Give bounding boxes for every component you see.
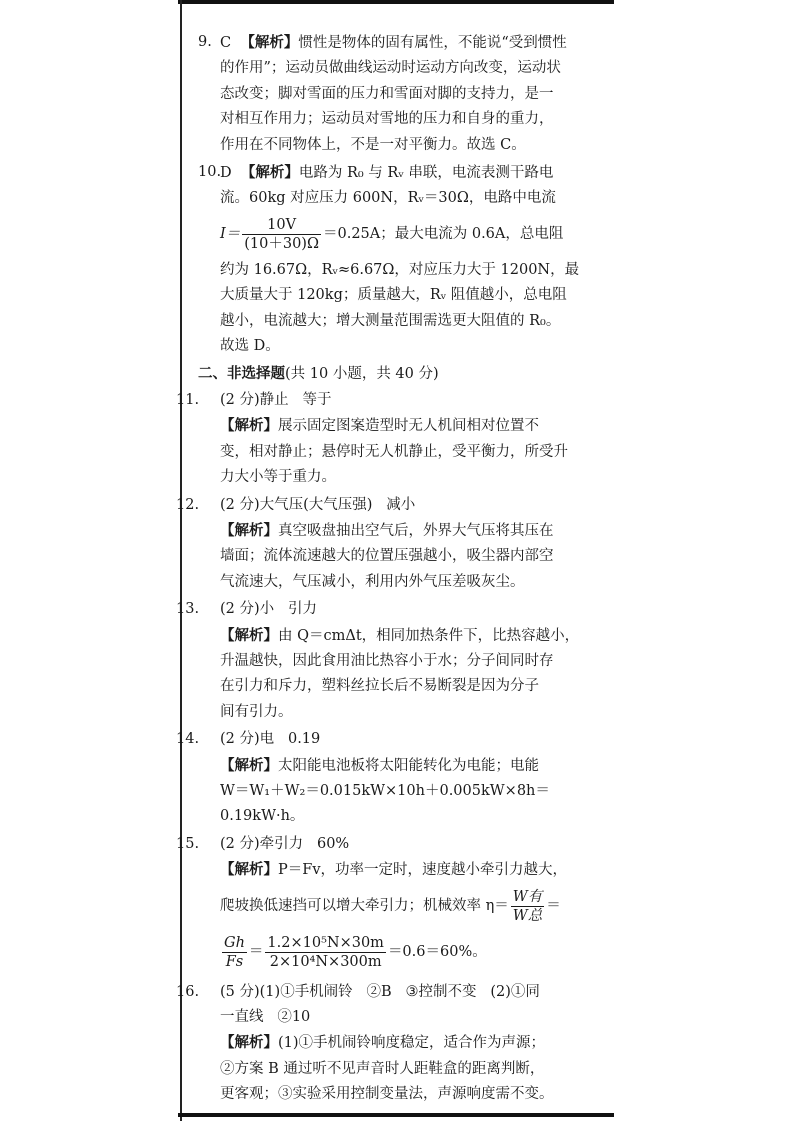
top-border [178, 0, 614, 4]
fraction-numerator: 1.2×10⁵N×30m [267, 935, 384, 952]
answer: C [220, 35, 232, 51]
answer: (2 分)电 0.19 [220, 731, 321, 748]
analysis-line: 惯性是物体的固有属性，不能说“受到惯性 [298, 35, 567, 51]
section-subtitle: (共 10 小题，共 40 分) [285, 366, 439, 383]
analysis-line: 故选 D。 [220, 338, 280, 355]
analysis-line: (1)①手机闹铃响度稳定，适合作为声源； [278, 1035, 546, 1052]
question-number: 14. [176, 731, 200, 748]
analysis-line: 变，相对静止；悬停时无人机静止，受平衡力，所受升 [220, 443, 568, 460]
question-12 [176, 493, 583, 596]
fraction-denominator: (10＋30)Ω [244, 236, 319, 253]
analysis-line: 对相互作用力；运动员对雪地的压力和自身的重力， [220, 111, 554, 128]
fraction-numerator: W有 [512, 889, 543, 906]
equation-result: ＝0.6＝60%。 [387, 943, 487, 960]
left-margin-rule [180, 0, 182, 1121]
equation-lhs: I＝ [220, 226, 241, 243]
analysis-line: 越小，电流越大；增大测量范围需选更大阻值的 R₀。 [220, 312, 561, 329]
analysis-tag: 【解析】 [220, 1034, 278, 1052]
fraction [222, 934, 247, 971]
analysis-line: 间有引力。 [220, 703, 293, 720]
analysis-tag: 【解析】 [220, 861, 278, 879]
question-number: 9. [198, 34, 212, 50]
analysis-tag: 【解析】 [220, 521, 278, 539]
answer: (2 分)大气压(大气压强) 减小 [220, 496, 416, 513]
analysis-line: 电路为 R₀ 与 Rᵥ 串联，电流表测干路电 [298, 165, 554, 182]
question-number: 16. [176, 983, 200, 1000]
answer: 一直线 ②10 [220, 1009, 311, 1025]
analysis-line: 力大小等于重力。 [220, 469, 336, 486]
analysis-line: 大质量大于 120kg；质量越大，Rᵥ 阻值越小，总电阻 [220, 287, 567, 304]
analysis-line: 在引力和斥力，塑料丝拉长后不易断裂是因为分子 [220, 678, 539, 695]
analysis-line: 真空吸盘抽出空气后，外界大气压将其压在 [278, 522, 554, 539]
analysis-tag: 【解析】 [220, 626, 278, 644]
analysis-line: 爬坡换低速挡可以增大牵引力；机械效率 η＝ [220, 897, 509, 914]
answer: (2 分)小 引力 [220, 601, 317, 618]
analysis-tag: 【解析】 [240, 164, 299, 182]
question-16 [176, 980, 583, 1108]
equation-rhs: ＝0.25A；最大电流为 0.6A，总电阻 [322, 226, 564, 243]
analysis-tag: 【解析】 [240, 34, 299, 51]
analysis-line: 的作用”；运动员做曲线运动时运动方向改变，运动状 [220, 60, 561, 77]
question-13 [176, 597, 583, 725]
section-heading [198, 361, 583, 387]
answer: (5 分)(1)①手机闹铃 ②B ③控制不变 (2)①同 [220, 983, 540, 1000]
analysis-line: 升温越快，因此食用油比热容小于水；分子间同时存 [220, 652, 554, 669]
analysis-line: 气流速大，气压减小，利用内外气压差吸灰尘。 [220, 573, 525, 590]
question-10 [198, 160, 583, 359]
analysis-line: 展示固定图案造型时无人机间相对位置不 [278, 418, 539, 435]
answer: (2 分)牵引力 60% [220, 835, 350, 852]
answer: (2 分)静止 等于 [220, 391, 332, 408]
analysis-tag: 【解析】 [220, 417, 278, 435]
analysis-line: 更客观；③实验采用控制变量法，声源响度需不变。 [220, 1086, 554, 1103]
fraction-denominator: W总 [512, 908, 543, 925]
fraction-numerator: Gh [224, 935, 245, 952]
question-9 [198, 30, 583, 158]
analysis-line: 流。60kg 对应压力 600N，Rᵥ＝30Ω，电路中电流 [220, 190, 556, 207]
question-number: 15. [176, 835, 200, 852]
answer: D [220, 165, 232, 182]
analysis-line: 态改变；脚对雪面的压力和雪面对脚的支持力，是一 [220, 85, 554, 102]
analysis-line: 0.19kW·h。 [220, 808, 305, 825]
answer-content [176, 30, 583, 1108]
section-title: 二、非选择题 [198, 365, 285, 383]
efficiency-line [220, 884, 583, 930]
question-number: 12. [176, 496, 200, 513]
analysis-line: 由 Q＝cmΔt，相同加热条件下，比热容越小， [278, 627, 580, 644]
bottom-border [178, 1113, 614, 1117]
equals-sign: ＝ [546, 897, 561, 914]
efficiency-equation: $\frac{Gh}{Fs}$ ＝ $\frac{\text{1.2×10⁵N×30m}}{\text{2×10⁴N×300m}}$ ＝0.6＝60%。 [224, 935, 487, 971]
question-number: 13. [176, 601, 200, 618]
fraction-denominator: Fs [225, 954, 244, 971]
question-number: 10. [198, 164, 222, 181]
analysis-line: ②方案 B 通过听不见声音时人距鞋盒的距离判断， [220, 1060, 545, 1077]
analysis-line: 约为 16.67Ω，Rᵥ≈6.67Ω，对应压力大于 1200N，最 [220, 261, 580, 278]
current-equation [220, 212, 583, 258]
analysis-line: P＝Fv，功率一定时，速度越小牵引力越大， [278, 862, 568, 879]
fraction [242, 216, 321, 253]
fraction [511, 888, 544, 925]
analysis-line: 太阳能电池板将太阳能转化为电能；电能 [278, 757, 539, 774]
fraction [265, 934, 386, 971]
question-number: 11. [176, 391, 200, 408]
analysis-line: 墙面；流体流速越大的位置压强越小，吸尘器内部空 [220, 548, 554, 565]
analysis-tag: 【解析】 [220, 756, 278, 774]
analysis-line: 作用在不同物体上，不是一对平衡力。故选 C。 [220, 136, 526, 153]
question-14 [176, 727, 583, 830]
fraction-numerator: 10V [242, 216, 321, 235]
question-11 [176, 388, 583, 491]
analysis-line: W＝W₁＋W₂＝0.015kW×10h＋0.005kW×8h＝ [220, 782, 550, 799]
fraction-denominator: 2×10⁴N×300m [269, 954, 382, 971]
question-15 [176, 832, 583, 976]
